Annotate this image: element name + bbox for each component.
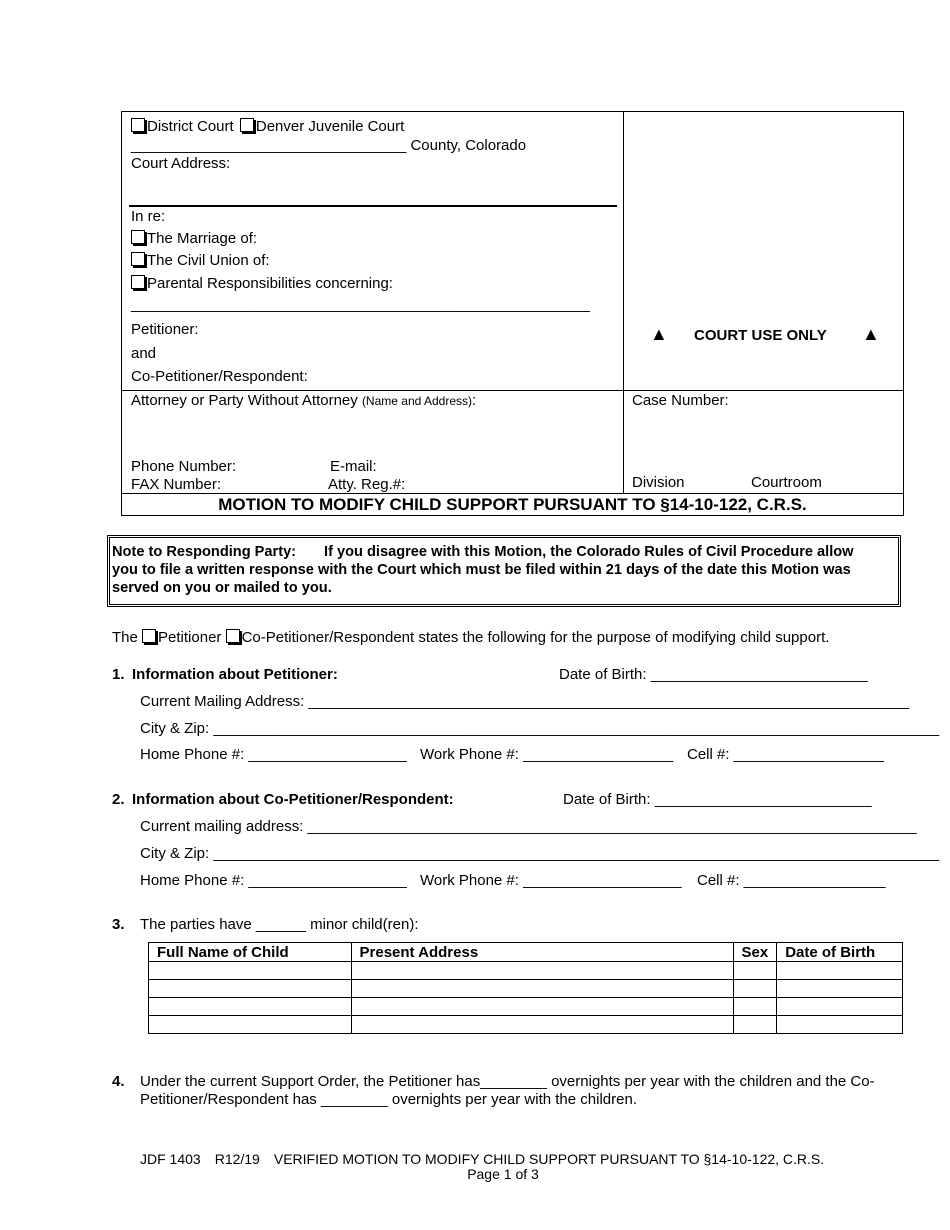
case-number-label: Case Number: — [632, 392, 729, 409]
intro-prefix: The — [112, 629, 138, 646]
caption-divider-1 — [121, 390, 903, 391]
page-number: Page 1 of 3 — [467, 1166, 539, 1182]
intro-line — [112, 629, 829, 646]
parental-responsibilities-label: Parental Responsibilities concerning: — [147, 275, 393, 292]
court-address-underline — [129, 205, 617, 207]
note-heading: Note to Responding Party: — [112, 544, 297, 560]
district-court-checkbox[interactable] — [131, 118, 145, 132]
petitioner-option: Petitioner — [158, 629, 222, 646]
denver-juvenile-court-checkbox[interactable] — [240, 118, 254, 132]
phone-number-label: Phone Number: — [131, 458, 237, 475]
table-cell[interactable] — [733, 980, 777, 998]
co-petitioner-cell-field[interactable]: Cell #: _________________ — [697, 872, 886, 889]
civil-union-label: The Civil Union of: — [147, 252, 270, 269]
table-row — [149, 980, 903, 998]
footer-line — [140, 1151, 824, 1167]
fax-number-label: FAX Number: — [131, 476, 222, 493]
table-cell[interactable] — [351, 962, 733, 980]
caption-border — [121, 111, 904, 516]
petitioner-mailing-address-field[interactable]: Current Mailing Address: ________________________________________________________________________ — [140, 693, 910, 710]
section2-number: 2. — [112, 791, 125, 808]
in-re-parental — [131, 275, 393, 292]
co-petitioner-checkbox[interactable] — [226, 629, 240, 643]
civil-union-checkbox[interactable] — [131, 252, 145, 266]
section1-number: 1. — [112, 666, 125, 683]
denver-juvenile-court-label: Denver Juvenile Court — [255, 118, 405, 135]
court-options — [131, 118, 404, 135]
petitioner-city-zip-field[interactable]: City & Zip: _______________________________________________________________________________________ — [140, 720, 940, 737]
county-label: County, Colorado — [410, 137, 527, 154]
table-row — [149, 1016, 903, 1034]
table-cell[interactable] — [733, 998, 777, 1016]
marriage-checkbox[interactable] — [131, 230, 145, 244]
county-line — [131, 137, 526, 154]
courtroom-label: Courtroom — [751, 474, 822, 491]
table-cell[interactable] — [351, 998, 733, 1016]
table-cell[interactable] — [777, 962, 903, 980]
column-header: Present Address — [351, 943, 733, 962]
children-table-header — [149, 943, 903, 962]
table-cell[interactable] — [149, 1016, 352, 1034]
district-court-label: District Court — [147, 118, 234, 135]
court-address-label: Court Address: — [131, 155, 231, 172]
county-blank[interactable]: _________________________________ — [131, 137, 407, 154]
form-id: JDF 1403 — [140, 1151, 201, 1167]
co-petitioner-option: Co-Petitioner/Respondent states the following for the purpose of modifying child support. — [241, 629, 830, 646]
section2-title: Information about Co-Petitioner/Respondent: — [132, 791, 454, 808]
table-cell[interactable] — [777, 980, 903, 998]
petitioner-dob-field[interactable]: Date of Birth: __________________________ — [559, 666, 868, 683]
overnights-line-1[interactable]: Under the current Support Order, the Petitioner has________ overnights per year with the children and the Co- — [140, 1073, 875, 1090]
note-text — [112, 543, 854, 597]
column-header: Sex — [733, 943, 777, 962]
co-petitioner-dob-field[interactable]: Date of Birth: __________________________ — [563, 791, 872, 808]
form-revision: R12/19 — [214, 1151, 260, 1167]
email-label: E-mail: — [330, 458, 377, 475]
form-title: MOTION TO MODIFY CHILD SUPPORT PURSUANT TO §14-10-122, C.R.S. — [218, 495, 807, 514]
overnights-line-2[interactable]: Petitioner/Respondent has ________ overnights per year with the children. — [140, 1091, 637, 1108]
marriage-label: The Marriage of: — [147, 230, 258, 247]
table-cell[interactable] — [149, 962, 352, 980]
petitioner-home-phone-field[interactable]: Home Phone #: ___________________ — [140, 746, 407, 763]
in-re-marriage — [131, 230, 257, 247]
caption-divider-title — [121, 493, 903, 494]
co-petitioner-city-zip-field[interactable]: City & Zip: _______________________________________________________________________________________ — [140, 845, 940, 862]
court-use-only-label: COURT USE ONLY — [694, 327, 827, 344]
table-row — [149, 962, 903, 980]
section4-number: 4. — [112, 1073, 125, 1090]
in-re-civil-union — [131, 252, 270, 269]
section3-number: 3. — [112, 916, 125, 933]
petitioner-checkbox[interactable] — [142, 629, 156, 643]
attorney-label-colon: : — [472, 392, 477, 409]
attorney-label-sub: (Name and Address) — [361, 394, 472, 408]
petitioner-cell-field[interactable]: Cell #: __________________ — [687, 746, 884, 763]
and-label: and — [131, 345, 157, 362]
note-line-1 — [112, 543, 854, 561]
minor-children-count-field[interactable]: The parties have ______ minor child(ren): — [140, 916, 419, 933]
in-re-label: In re: — [131, 208, 166, 225]
attorney-label — [131, 392, 476, 409]
up-triangle-icon: ▲ — [862, 324, 880, 344]
co-petitioner-mailing-address-field[interactable]: Current mailing address: _________________________________________________________________________ — [140, 818, 917, 835]
petitioner-label: Petitioner: — [131, 321, 199, 338]
co-petitioner-home-phone-field[interactable]: Home Phone #: ___________________ — [140, 872, 407, 889]
section1-title: Information about Petitioner: — [132, 666, 338, 683]
attorney-label-main: Attorney or Party Without Attorney — [131, 392, 358, 409]
up-triangle-icon: ▲ — [650, 324, 668, 344]
table-cell[interactable] — [351, 1016, 733, 1034]
co-petitioner-work-phone-field[interactable]: Work Phone #: ___________________ — [420, 872, 682, 889]
division-label: Division — [632, 474, 685, 491]
party-names-blank[interactable]: _______________________________________________________ — [131, 296, 590, 313]
table-cell[interactable] — [733, 1016, 777, 1034]
note-text-line-1: If you disagree with this Motion, the Colorado Rules of Civil Procedure allow — [324, 544, 854, 560]
note-text-line-3: served on you or mailed to you. — [112, 580, 332, 596]
co-petitioner-label: Co-Petitioner/Respondent: — [131, 368, 308, 385]
footer-form-name: VERIFIED MOTION TO MODIFY CHILD SUPPORT PURSUANT TO §14-10-122, C.R.S. — [273, 1151, 825, 1167]
parental-responsibilities-checkbox[interactable] — [131, 275, 145, 289]
note-text-line-2: you to file a written response with the Court which must be filed within 21 days of the date this Motion was — [112, 562, 851, 578]
column-header: Full Name of Child — [149, 943, 352, 962]
column-header: Date of Birth — [777, 943, 903, 962]
table-cell[interactable] — [149, 998, 352, 1016]
table-cell[interactable] — [149, 980, 352, 998]
children-table — [148, 942, 903, 1034]
table-cell[interactable] — [777, 998, 903, 1016]
petitioner-work-phone-field[interactable]: Work Phone #: __________________ — [420, 746, 674, 763]
caption-divider-vertical — [623, 111, 624, 493]
table-cell[interactable] — [777, 1016, 903, 1034]
atty-reg-label: Atty. Reg.#: — [328, 476, 406, 493]
table-row — [149, 998, 903, 1016]
table-cell[interactable] — [733, 962, 777, 980]
table-cell[interactable] — [351, 980, 733, 998]
